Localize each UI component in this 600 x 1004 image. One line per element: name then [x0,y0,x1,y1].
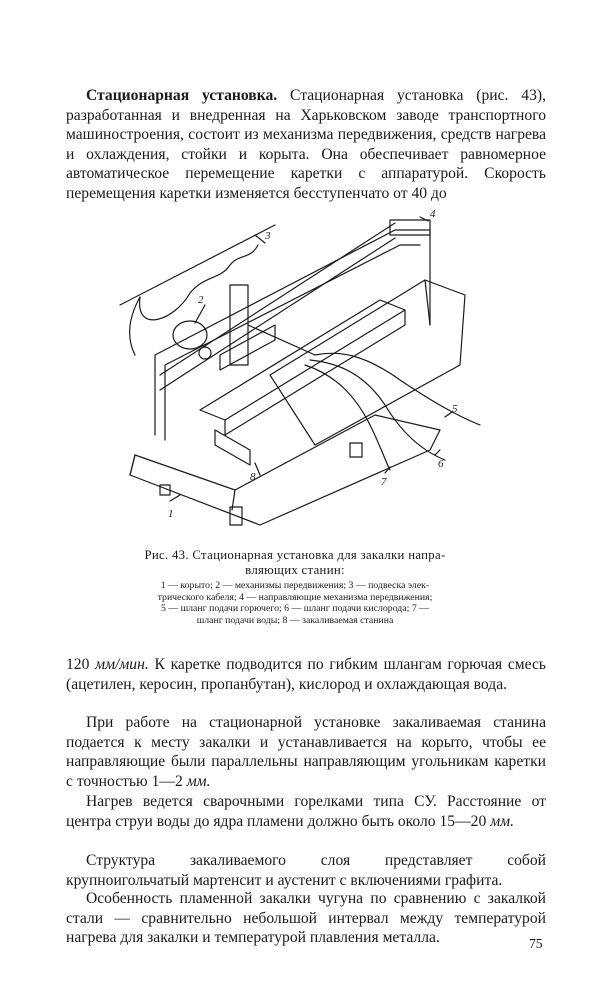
continuation-paragraph [66,655,546,694]
paragraph-feature: Особенность пламенной закалки чугуна по сравнению с закалкой стали — сравнительно небольшой интервал между температурой нагрева для закалки и температурой плавления металла. [66,890,546,946]
leader-2 [195,305,205,323]
leader-1 [170,495,180,501]
figure-43-drawing [100,205,530,535]
section-heading: Стационарная установка. [86,87,278,104]
intro-text: Стационарная установка (рис. 43), разработанная и внедренная на Харьковском заводе транспортного машиностроения, состоит из механизма передвижения, средств нагрева и охлаждения, стойки и корыта. Она обеспечивает равномерное автоматическое перемещение каретки с аппаратурой. Скорость перемещения каретки изменяется бесступенчато от 40 до [66,87,546,202]
callout-3: 3 [265,230,271,242]
workpiece-top [200,300,405,420]
carriage-column [230,285,248,365]
guide-rail-end [390,220,430,235]
page-number: 75 [529,936,543,951]
installation-drawing [100,205,530,535]
leader-8 [255,463,260,475]
motor [173,321,207,349]
speed-value: 120 [66,656,90,673]
legend-line: трического кабеля; 4 — направляющие механизма передвижения; [157,591,433,603]
speed-unit: мм/мин. [95,656,149,673]
figure-caption [90,548,500,578]
cable-drop [130,297,140,355]
intro-paragraph [66,86,546,203]
p3-text: Нагрев ведется сварочными горелками типа СУ. Расстояние от центра струи воды до ядра пламени должно быть около 15—20 [66,793,546,830]
continuation-text: К каретке подводится по гибким шлангам горючая смесь (ацетилен, керосин, пропанбутан), кислород и охлаждающая вода. [66,656,547,693]
water-hose [305,365,390,470]
callout-7: 7 [381,476,387,488]
p3-unit: мм. [490,812,514,830]
paragraph-positioning [66,713,546,791]
p2-unit: мм. [186,772,211,790]
paragraph-structure: Структура закаливаемого слоя представляет собой крупноигольчатый мартенсит и аустенит с включениями графита. [66,852,546,889]
figure-legend [100,580,490,626]
callout-5: 5 [452,403,458,415]
caption-line-1: Рис. 43. Стационарная установка для закалки напра- [144,548,446,562]
cable-wire [120,225,275,305]
callout-1: 1 [168,508,174,520]
leader-6 [435,450,440,455]
electric-cable [140,245,258,320]
inner-box-edge [425,280,430,325]
trough [130,415,440,525]
legend-line: шланг подачи воды; 8 — закаливаемая станина [196,614,394,626]
torch-arm [248,325,315,355]
caption-line-2: вляющих станин: [245,563,345,577]
callout-2: 2 [198,294,204,306]
callout-4: 4 [430,208,436,220]
legend-line: 1 — корыто; 2 — механизмы передвижения; 3 — подвеска элек- [160,580,430,591]
foot-right [350,443,362,457]
callout-6: 6 [438,458,444,470]
p2-text: При работе на стационарной установке закаливаемая станина подается к месту закалки и устанавливается на корыто, чтобы ее направляющие были параллельны направляющим угольникам каретки с точностью 1—2 [66,714,546,790]
workpiece-block [215,430,250,465]
callout-8: 8 [250,471,256,483]
legend-line: 5 — шланг подачи горючего; 6 — шланг подачи кислорода; 7 — [161,603,429,615]
leader-5 [445,412,452,417]
trough-edge [130,455,135,475]
wheel [199,347,211,359]
leader-3 [255,235,265,243]
guide-rail-bottom [160,238,395,390]
paragraph-heating [66,792,546,831]
